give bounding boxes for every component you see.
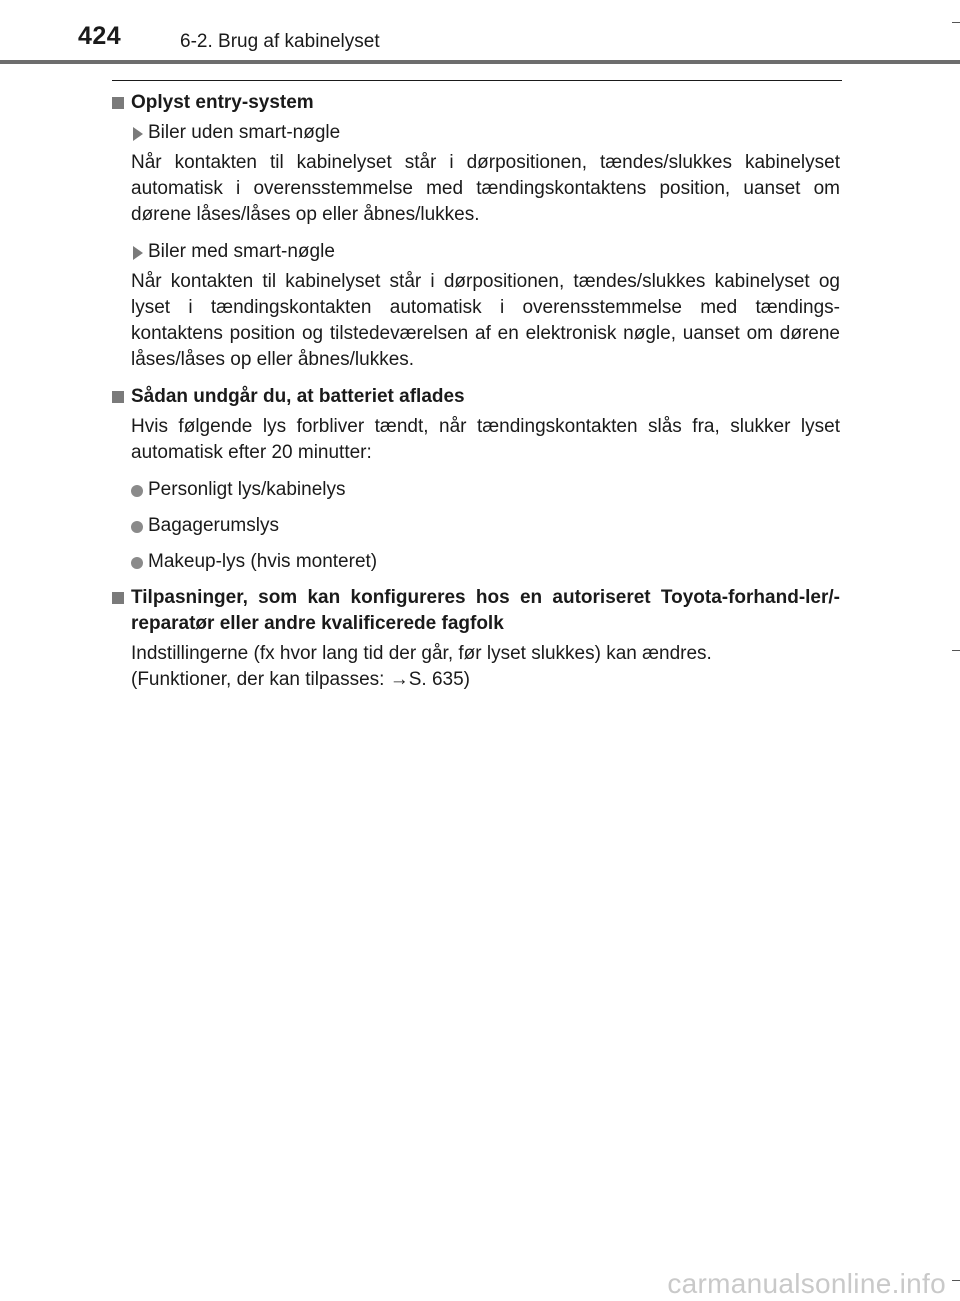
- subheading: Biler med smart-nøgle: [112, 239, 840, 265]
- circle-bullet-icon: [131, 521, 143, 533]
- paragraph: Hvis følgende lys forbliver tændt, når tændingskontakten slås fra, slukker lyset automatisk efter 20 minutter:: [131, 416, 840, 463]
- page-header: [0, 0, 960, 70]
- paragraph: (Funktioner, der kan tilpasses: →S. 635): [131, 669, 470, 690]
- header-rule: [0, 60, 960, 64]
- circle-bullet-icon: [131, 557, 143, 569]
- subheading: Biler uden smart-nøgle: [112, 120, 840, 146]
- watermark: carmanualsonline.info: [667, 1268, 946, 1299]
- section-title: 6-2. Brug af kabinelyset: [180, 31, 380, 52]
- triangle-bullet-icon: [133, 127, 143, 141]
- circle-bullet-icon: [131, 485, 143, 497]
- content-rule: [112, 80, 842, 81]
- page-content: [112, 90, 840, 698]
- triangle-bullet-icon: [133, 246, 143, 260]
- square-bullet-icon: [112, 391, 124, 403]
- list-item: Personligt lys/kabinelys: [112, 477, 840, 503]
- margin-tick: [952, 650, 960, 651]
- square-bullet-icon: [112, 97, 124, 109]
- section-heading: Sådan undgår du, at batteriet aflades: [112, 384, 840, 410]
- margin-tick: [952, 22, 960, 23]
- square-bullet-icon: [112, 592, 124, 604]
- margin-tick: [952, 1280, 960, 1281]
- list-item: Makeup-lys (hvis monteret): [112, 549, 840, 575]
- paragraph: Når kontakten til kabinelyset står i dørpositionen, tændes/slukkes kabinelyset og lyset i tændingskontakten automatisk i overensstemmelse med tændings-kontaktens position og tilstedeværelsen af en elektronisk nøgle, uanset om dørene låses/låses op eller åbnes/lukkes.: [131, 271, 840, 370]
- paragraph: Indstillingerne (fx hvor lang tid der går, før lyset slukkes) kan ændres.: [131, 643, 712, 664]
- section-heading: Tilpasninger, som kan konfigureres hos en autoriseret Toyota-forhand-ler/-reparatør eller andre kvalificerede fagfolk: [112, 585, 840, 637]
- paragraph: Når kontakten til kabinelyset står i dørpositionen, tændes/slukkes kabinelyset automatisk i overensstemmelse med tændingskontaktens position, uanset om dørene låses/låses op eller åbnes/lukkes.: [131, 152, 840, 225]
- list-item: Bagagerumslys: [112, 513, 840, 539]
- section-heading: Oplyst entry-system: [112, 90, 840, 116]
- page-number: 424: [78, 22, 122, 50]
